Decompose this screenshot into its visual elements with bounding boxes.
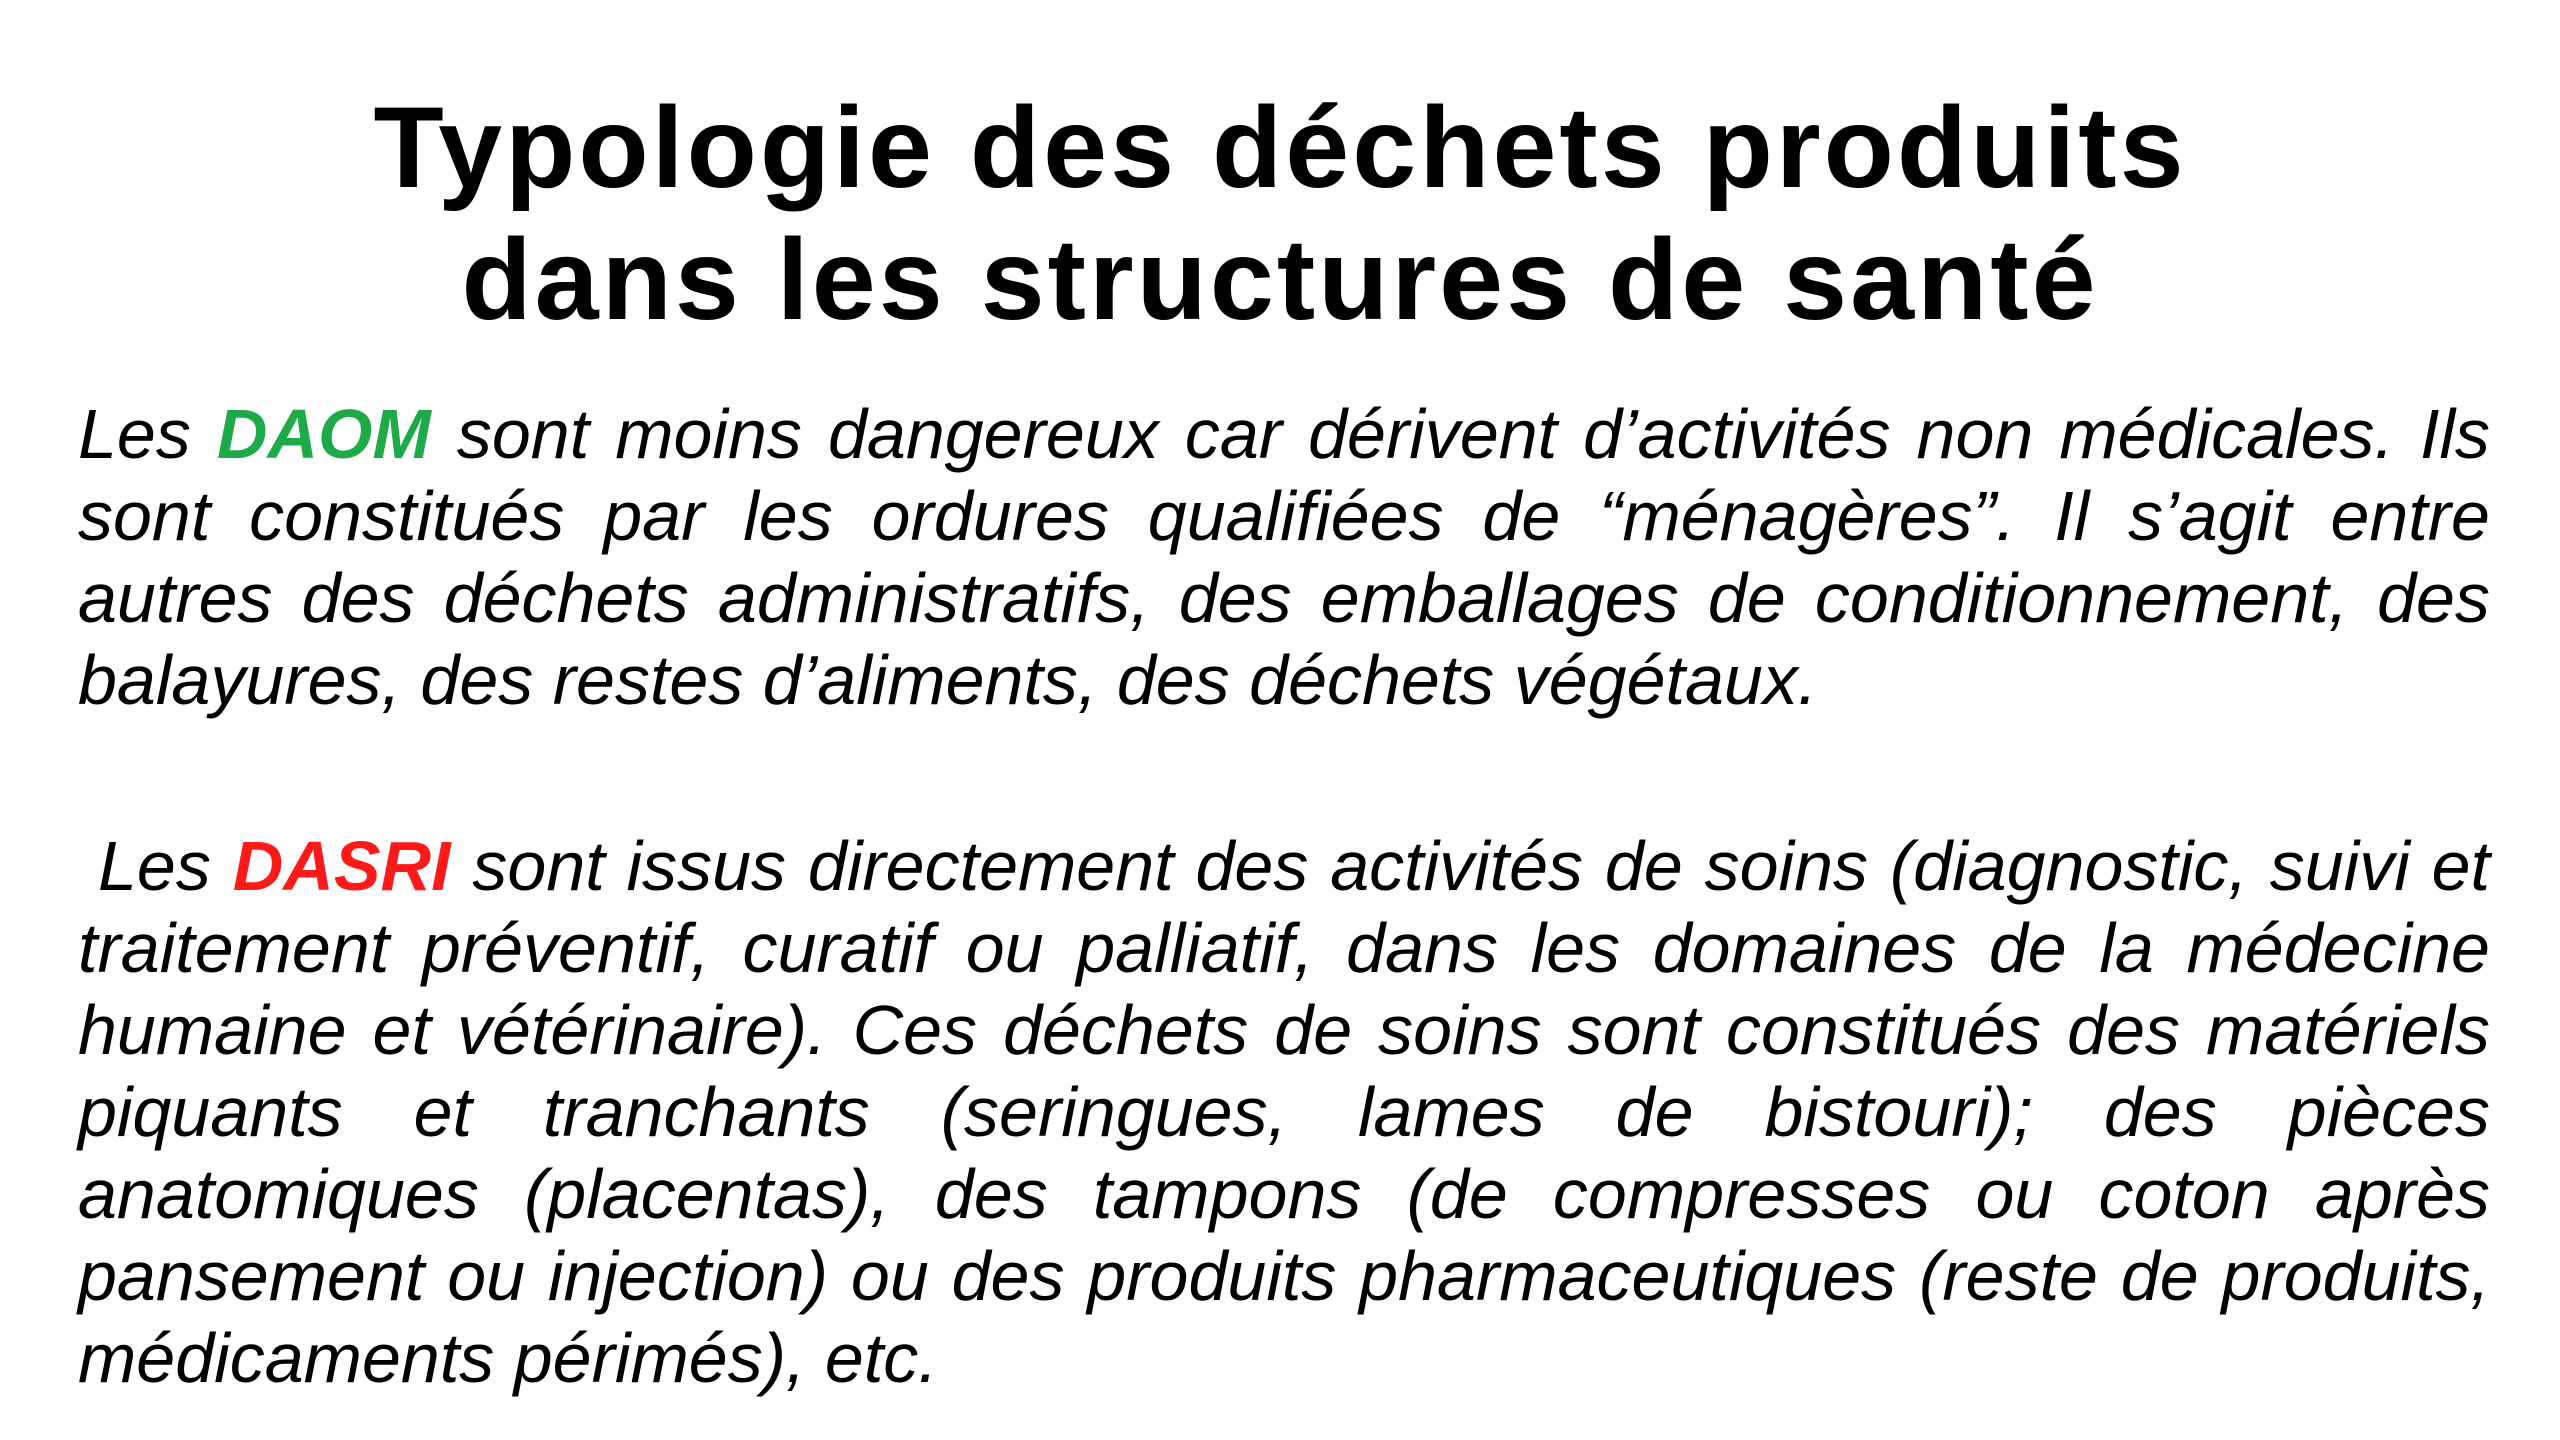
paragraph-dasri-prefix: Les	[98, 827, 211, 905]
term-daom: DAOM	[216, 395, 431, 473]
paragraph-daom-text: sont moins dangereux car dérivent d’activités non médicales. Ils sont constitués par les ordures qualifiées de “ménagères”. Il s’agit entre autres des déchets administratifs, des emballages de conditionnement, des balayures, des restes d’aliments, des déchets végétaux.	[78, 395, 2490, 719]
paragraph-daom	[78, 393, 2490, 721]
slide-title	[0, 82, 2560, 346]
paragraph-dasri	[78, 825, 2490, 1399]
slide-title-line-1: Typologie des déchets produits	[373, 84, 2187, 212]
paragraph-dasri-text: sont issus directement des activités de soins (diagnostic, suivi et traitement préventif, curatif ou palliatif, dans les domaines de la médecine humaine et vétérinaire). Ces déchets de soins sont constitués des matériels piquants et tranchants (seringues, lames de bistouri); des pièces anatomiques (placentas), des tampons (de compresses ou coton après pansement ou injection) ou des produits pharmaceutiques (reste de produits, médicaments périmés), etc.	[78, 827, 2490, 1397]
term-dasri: DASRI	[232, 827, 451, 905]
paragraph-daom-prefix: Les	[78, 395, 191, 473]
slide-title-line-2: dans les structures de santé	[461, 216, 2099, 344]
